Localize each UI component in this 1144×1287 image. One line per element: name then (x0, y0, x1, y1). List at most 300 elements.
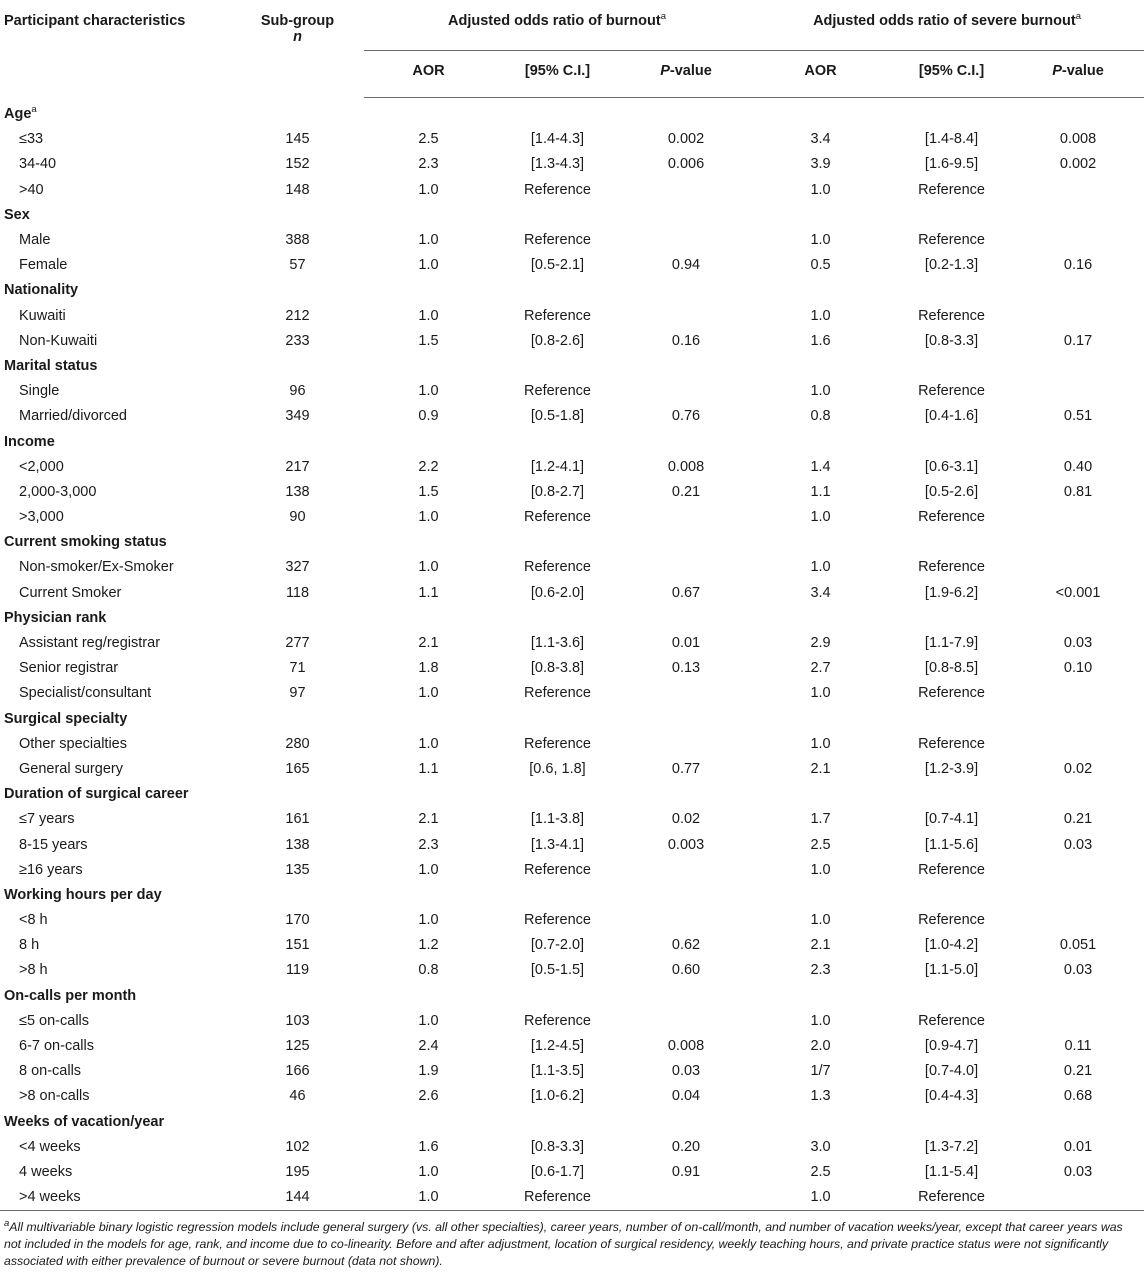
table-row (0, 1084, 1144, 1109)
cell-n: 138 (285, 836, 310, 853)
section-title: Nationality (4, 282, 79, 299)
cell-aor1: 1.0 (418, 1012, 439, 1029)
cell-aor1: 2.4 (418, 1038, 439, 1055)
cell-p1: 0.16 (671, 332, 701, 349)
section-row (0, 530, 1144, 555)
cell-p1 (622, 177, 750, 202)
cell-aor1: 1.6 (418, 1138, 439, 1155)
cell-aor1: 1.0 (418, 257, 439, 274)
cell-aor1: 2.3 (418, 156, 439, 173)
group-burnout: Adjusted odds ratio of burnout$^a$ (364, 0, 750, 50)
cell-n: 388 (285, 232, 310, 249)
cell-aor2: 1.0 (810, 383, 831, 400)
row-label: Non-Kuwaiti (19, 332, 98, 349)
table-row (0, 731, 1144, 756)
cell-aor1: 1.0 (418, 181, 439, 198)
cell-n: 103 (285, 1012, 310, 1029)
cell-n: 277 (285, 635, 310, 652)
cell-ci1: Reference (524, 912, 591, 929)
cell-n: 349 (285, 408, 310, 425)
cell-aor2: 0.5 (810, 257, 831, 274)
row-label: General surgery (19, 760, 123, 777)
cell-p1 (622, 379, 750, 404)
table-body (0, 97, 1144, 1210)
cell-aor1: 1.5 (418, 332, 439, 349)
cell-p1 (622, 681, 750, 706)
row-label: 8 h (19, 937, 40, 954)
cell-p1: 0.91 (671, 1163, 701, 1180)
table-row (0, 857, 1144, 882)
section-row (0, 202, 1144, 227)
cell-p2: 0.03 (1063, 635, 1093, 652)
cell-ci2: Reference (918, 509, 985, 526)
cell-p1: 0.62 (671, 937, 701, 954)
cell-ci2: [0.9-4.7] (924, 1038, 979, 1055)
cell-aor2: 1.7 (810, 811, 831, 828)
cell-p1 (622, 731, 750, 756)
cell-ci2: [0.2-1.3] (924, 257, 979, 274)
cell-n: 119 (285, 962, 310, 979)
cell-ci1: [1.1-3.5] (530, 1063, 585, 1080)
cell-p1 (622, 505, 750, 530)
cell-ci2: [0.8-8.5] (924, 660, 979, 677)
table-row (0, 580, 1144, 605)
cell-p1: 0.76 (671, 408, 701, 425)
row-label: Married/divorced (19, 408, 127, 425)
cell-p2 (1012, 681, 1144, 706)
col-ci-burnout: [95% C.I.] (493, 50, 622, 97)
cell-p1: 0.02 (671, 811, 701, 828)
cell-aor1: 1.0 (418, 735, 439, 752)
row-label: 8 on-calls (19, 1063, 82, 1080)
cell-ci1: [0.8-2.7] (530, 483, 585, 500)
cell-p2: 0.81 (1063, 483, 1093, 500)
cell-p1: 0.21 (671, 483, 701, 500)
col-pvalue-burnout: P-value (622, 50, 750, 97)
cell-aor2: 2.5 (810, 1163, 831, 1180)
cell-ci1: [0.6, 1.8] (529, 760, 586, 777)
cell-ci2: [1.9-6.2] (924, 584, 979, 601)
cell-ci1: [0.5-2.1] (530, 257, 585, 274)
table-row (0, 227, 1144, 252)
cell-p2: 0.03 (1063, 836, 1093, 853)
cell-ci1: [0.5-1.8] (530, 408, 585, 425)
cell-aor2: 1.0 (810, 685, 831, 702)
row-label: 4 weeks (19, 1163, 73, 1180)
table-row (0, 379, 1144, 404)
cell-n: 118 (285, 584, 310, 601)
cell-ci1: [1.2-4.5] (530, 1038, 585, 1055)
cell-n: 195 (285, 1163, 310, 1180)
row-label: Non-smoker/Ex-Smoker (19, 559, 174, 576)
cell-p1 (622, 555, 750, 580)
section-title: Surgical specialty (4, 710, 128, 727)
cell-p1: 0.04 (671, 1088, 701, 1105)
cell-p2 (1012, 1185, 1144, 1211)
table-row (0, 1134, 1144, 1159)
row-label: >8 on-calls (19, 1088, 90, 1105)
table-row (0, 505, 1144, 530)
cell-aor2: 1.6 (810, 332, 831, 349)
cell-n: 144 (231, 1185, 364, 1211)
cell-ci2: [1.1-5.4] (924, 1163, 979, 1180)
cell-ci1: [1.3-4.3] (530, 156, 585, 173)
cell-n: 145 (285, 131, 310, 148)
table-row (0, 555, 1144, 580)
section-title: Marital status (4, 357, 98, 374)
section-title: Current smoking status (4, 534, 167, 551)
cell-ci2: Reference (891, 1185, 1012, 1211)
cell-n: 57 (289, 257, 306, 274)
cell-aor2: 2.3 (810, 962, 831, 979)
cell-ci1: Reference (524, 383, 591, 400)
cell-n: 151 (285, 937, 310, 954)
group-severe-burnout: Adjusted odds ratio of severe burnout$^a$ (750, 0, 1144, 50)
section-title: Weeks of vacation/year (4, 1113, 165, 1130)
row-label: ≤5 on-calls (19, 1012, 90, 1029)
cell-p1: 0.20 (671, 1138, 701, 1155)
cell-n: 152 (285, 156, 310, 173)
cell-p1: 0.003 (667, 836, 705, 853)
table-row (0, 303, 1144, 328)
cell-aor2: 1.0 (810, 232, 831, 249)
cell-aor1: 2.5 (418, 131, 439, 148)
cell-aor2: 1.0 (810, 735, 831, 752)
table-row (0, 630, 1144, 655)
cell-aor1: 1.0 (418, 685, 439, 702)
cell-p1: 0.03 (671, 1063, 701, 1080)
cell-ci2: [0.4-1.6] (924, 408, 979, 425)
cell-ci1: [0.6-2.0] (530, 584, 585, 601)
row-label: Assistant reg/registrar (19, 635, 161, 652)
table-row (0, 908, 1144, 933)
cell-aor2: 3.4 (810, 131, 831, 148)
cell-aor1: 2.2 (418, 458, 439, 475)
cell-aor2: 1.0 (750, 1185, 891, 1211)
cell-p1 (622, 1185, 750, 1211)
cell-aor2: 1/7 (810, 1063, 831, 1080)
cell-n: 125 (285, 1038, 310, 1055)
cell-ci2: Reference (918, 912, 985, 929)
cell-ci1: [0.5-1.5] (530, 962, 585, 979)
row-label: >3,000 (19, 509, 64, 526)
table-row (0, 152, 1144, 177)
section-title: Sex (4, 206, 30, 223)
cell-ci2: [1.2-3.9] (924, 760, 979, 777)
cell-aor1: 1.0 (364, 1185, 493, 1211)
cell-p2: 0.01 (1063, 1138, 1093, 1155)
cell-p1: 0.008 (667, 458, 705, 475)
n-label: n (293, 29, 302, 45)
table-row (0, 1059, 1144, 1084)
cell-ci2: [0.5-2.6] (924, 483, 979, 500)
cell-aor1: 2.3 (418, 836, 439, 853)
col-ci-severe: [95% C.I.] (891, 50, 1012, 97)
cell-ci1: Reference (524, 181, 591, 198)
cell-p2: 0.51 (1063, 408, 1093, 425)
table-header (0, 0, 1144, 97)
cell-ci2: Reference (918, 685, 985, 702)
cell-p1: 0.60 (671, 962, 701, 979)
section-row (0, 1109, 1144, 1134)
cell-p1: 0.008 (667, 1038, 705, 1055)
cell-ci2: [0.7-4.0] (924, 1063, 979, 1080)
cell-n: 148 (285, 181, 310, 198)
cell-n: 161 (285, 811, 310, 828)
row-label: >40 (19, 181, 44, 198)
section-row (0, 706, 1144, 731)
cell-p1 (622, 303, 750, 328)
col-aor-burnout: AOR (364, 50, 493, 97)
cell-p2: 0.051 (1059, 937, 1097, 954)
cell-aor1: 1.5 (418, 483, 439, 500)
cell-ci2: [1.1-7.9] (924, 635, 979, 652)
cell-ci1: Reference (524, 307, 591, 324)
cell-n: 102 (285, 1138, 310, 1155)
row-label: Senior registrar (19, 660, 119, 677)
cell-ci1: [1.0-6.2] (530, 1088, 585, 1105)
row-label: <2,000 (19, 458, 64, 475)
cell-p1: 0.67 (671, 584, 701, 601)
footnote-marker: a (1075, 11, 1081, 23)
cell-p2 (1012, 227, 1144, 252)
table-row (0, 1008, 1144, 1033)
cell-n: 233 (285, 332, 310, 349)
cell-n: 170 (285, 912, 310, 929)
cell-n: 97 (289, 685, 306, 702)
cell-n: 90 (289, 509, 306, 526)
cell-p2: 0.03 (1063, 962, 1093, 979)
cell-n: 166 (285, 1063, 310, 1080)
cell-ci1: [1.3-4.1] (530, 836, 585, 853)
section-title: Age$^a$ (4, 104, 37, 123)
cell-n: 212 (285, 307, 310, 324)
cell-aor2: 1.0 (810, 307, 831, 324)
row-label: ≤33 (19, 131, 44, 148)
cell-ci2: Reference (918, 1012, 985, 1029)
cell-aor1: 1.0 (418, 383, 439, 400)
col-subgroup-n (231, 0, 364, 97)
cell-n: 217 (285, 458, 310, 475)
table-row (0, 1185, 1144, 1211)
cell-aor1: 0.8 (418, 962, 439, 979)
cell-aor2: 1.0 (810, 181, 831, 198)
cell-ci2: Reference (918, 735, 985, 752)
cell-aor1: 1.0 (418, 232, 439, 249)
section-row (0, 605, 1144, 630)
row-label: 34-40 (19, 156, 57, 173)
cell-ci2: [1.1-5.6] (924, 836, 979, 853)
col-pvalue-severe: P-value (1012, 50, 1144, 97)
table-row (0, 807, 1144, 832)
cell-aor2: 0.8 (810, 408, 831, 425)
table-footnote (0, 1211, 1144, 1270)
cell-aor2: 1.0 (810, 861, 831, 878)
section-title: On-calls per month (4, 987, 137, 1004)
cell-ci1: Reference (524, 232, 591, 249)
cell-p2 (1012, 303, 1144, 328)
cell-ci2: [1.0-4.2] (924, 937, 979, 954)
row-label: >8 h (19, 962, 48, 979)
cell-ci2: [0.6-3.1] (924, 458, 979, 475)
cell-aor2: 2.5 (810, 836, 831, 853)
row-label: >4 weeks (0, 1185, 231, 1211)
cell-ci1: [1.1-3.8] (530, 811, 585, 828)
cell-ci1: Reference (524, 559, 591, 576)
cell-aor1: 0.9 (418, 408, 439, 425)
table-row (0, 404, 1144, 429)
cell-ci1: [1.1-3.6] (530, 635, 585, 652)
cell-p2 (1012, 1008, 1144, 1033)
cell-aor2: 1.0 (810, 1012, 831, 1029)
cell-ci1: [0.6-1.7] (530, 1163, 585, 1180)
cell-aor2: 1.4 (810, 458, 831, 475)
row-label: ≥16 years (19, 861, 83, 878)
cell-p1 (622, 227, 750, 252)
cell-n: 135 (285, 861, 310, 878)
footnote-text: All multivariable binary logistic regression models include general surgery (vs. all other specialties), career years, number of on-call/month, and number of vacation weeks/year, except that career years was not included in the models for age, rank, and income due to co-linearity. Before and after adjustment, location of surgical residency, weekly teaching hours, and private practice status were not significantly associated with either prevalence of burnout or severe burnout (data not shown). (4, 1219, 1123, 1268)
footnote-marker: a (31, 104, 37, 116)
table-row (0, 479, 1144, 504)
cell-aor2: 3.9 (810, 156, 831, 173)
row-label: Other specialties (19, 735, 127, 752)
cell-aor2: 1.3 (810, 1088, 831, 1105)
table-row (0, 832, 1144, 857)
section-row (0, 278, 1144, 303)
cell-p2: 0.17 (1063, 332, 1093, 349)
section-row (0, 782, 1144, 807)
cell-aor2: 1.0 (810, 912, 831, 929)
cell-ci1: [0.8-3.8] (530, 660, 585, 677)
cell-n: 327 (285, 559, 310, 576)
table-row (0, 933, 1144, 958)
table-row (0, 328, 1144, 353)
cell-p2 (1012, 177, 1144, 202)
cell-p1 (622, 857, 750, 882)
cell-p2 (1012, 731, 1144, 756)
cell-p2: 0.03 (1063, 1163, 1093, 1180)
cell-aor1: 1.2 (418, 937, 439, 954)
cell-n: 71 (289, 660, 306, 677)
cell-aor1: 1.9 (418, 1063, 439, 1080)
table-row (0, 127, 1144, 152)
row-label: Specialist/consultant (19, 685, 152, 702)
cell-aor2: 2.1 (810, 937, 831, 954)
cell-ci2: [1.3-7.2] (924, 1138, 979, 1155)
row-label: ≤7 years (19, 811, 75, 828)
cell-p2: 0.002 (1059, 156, 1097, 173)
cell-ci1: Reference (524, 685, 591, 702)
cell-p2 (1012, 505, 1144, 530)
cell-ci1: [1.4-4.3] (530, 131, 585, 148)
subgroup-label: Sub-group (260, 13, 335, 29)
cell-ci1: Reference (524, 735, 591, 752)
cell-ci1: [0.8-3.3] (530, 1138, 585, 1155)
cell-aor2: 1.0 (810, 509, 831, 526)
cell-ci2: [0.7-4.1] (924, 811, 979, 828)
cell-aor1: 1.0 (418, 307, 439, 324)
table-row (0, 958, 1144, 983)
cell-ci2: [1.4-8.4] (924, 131, 979, 148)
cell-aor1: 1.0 (418, 559, 439, 576)
cell-aor2: 3.0 (810, 1138, 831, 1155)
cell-p1: 0.77 (671, 760, 701, 777)
cell-ci2: Reference (918, 559, 985, 576)
cell-ci1: Reference (524, 509, 591, 526)
section-title: Working hours per day (4, 886, 162, 903)
cell-aor2: 2.7 (810, 660, 831, 677)
section-row (0, 429, 1144, 454)
cell-ci1: [0.7-2.0] (530, 937, 585, 954)
footnote-marker: a (660, 11, 666, 23)
cell-n: 165 (285, 760, 310, 777)
cell-aor1: 2.1 (418, 635, 439, 652)
cell-p2: 0.21 (1063, 811, 1093, 828)
cell-n: 96 (289, 383, 306, 400)
cell-aor1: 1.8 (418, 660, 439, 677)
cell-p1: 0.94 (671, 257, 701, 274)
cell-aor1: 2.6 (418, 1088, 439, 1105)
cell-aor1: 1.0 (418, 509, 439, 526)
section-title: Physician rank (4, 609, 107, 626)
col-participant-characteristics: Participant characteristics (4, 13, 186, 29)
cell-ci2: [1.1-5.0] (924, 962, 979, 979)
cell-p1: 0.01 (671, 635, 701, 652)
section-row (0, 882, 1144, 907)
row-label: <8 h (19, 912, 48, 929)
section-title: Income (4, 433, 55, 450)
cell-p1: 0.006 (667, 156, 705, 173)
cell-p2: 0.008 (1059, 131, 1097, 148)
cell-aor2: 1.0 (810, 559, 831, 576)
cell-aor1: 1.0 (418, 912, 439, 929)
cell-ci2: [0.8-3.3] (924, 332, 979, 349)
cell-aor2: 1.1 (810, 483, 831, 500)
section-row (0, 983, 1144, 1008)
row-label: Male (19, 232, 51, 249)
cell-ci1: [0.8-2.6] (530, 332, 585, 349)
cell-ci2: [0.4-4.3] (924, 1088, 979, 1105)
row-label: Kuwaiti (19, 307, 66, 324)
table-row (0, 756, 1144, 781)
section-title: Duration of surgical career (4, 786, 189, 803)
cell-ci2: [1.6-9.5] (924, 156, 979, 173)
cell-ci1: Reference (524, 861, 591, 878)
table-row (0, 253, 1144, 278)
cell-p1 (622, 908, 750, 933)
cell-p2: <0.001 (1055, 584, 1101, 601)
cell-n: 280 (285, 735, 310, 752)
cell-n: 138 (285, 483, 310, 500)
row-label: Female (19, 257, 68, 274)
cell-aor1: 2.1 (418, 811, 439, 828)
cell-aor1: 1.1 (418, 584, 439, 601)
cell-ci1: Reference (493, 1185, 622, 1211)
row-label: 2,000-3,000 (19, 483, 97, 500)
cell-p2: 0.11 (1064, 1038, 1092, 1055)
cell-p2 (1012, 379, 1144, 404)
cell-aor2: 2.1 (810, 760, 831, 777)
cell-p2: 0.40 (1063, 458, 1093, 475)
table-row (0, 656, 1144, 681)
cell-aor2: 2.9 (810, 635, 831, 652)
col-aor-severe: AOR (750, 50, 891, 97)
cell-p1: 0.13 (671, 660, 701, 677)
cell-ci2: Reference (918, 181, 985, 198)
section-row (0, 97, 1144, 127)
cell-ci1: [1.2-4.1] (530, 458, 585, 475)
table-row (0, 1159, 1144, 1184)
